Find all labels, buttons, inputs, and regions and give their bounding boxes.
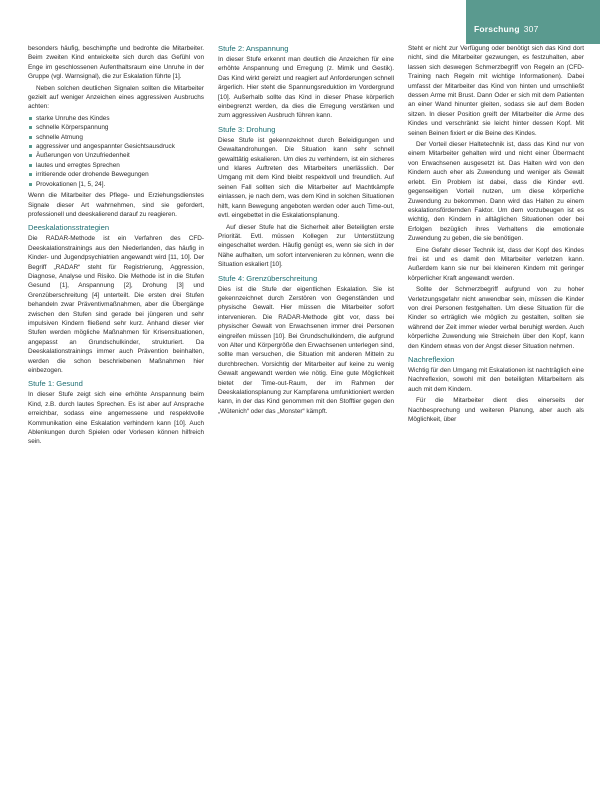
section-heading: Nachreflexion (408, 355, 455, 364)
paragraph: Diese Stufe ist gekennzeichnet durch Beleidigungen und Gewaltandrohungen. Die Situation kann sehr schnell gewalttätig eskalieren. Um dies zu verhindern, ist ein sicheres und klares Auftreten des Mitarbeiters unerlässlich. Der Umgang mit dem Kind bleibt respektvoll und freundlich. Auf seinen Fall sollten sich die Mitarbeiter auf Machtkämpfe einlassen, je nach dem, was dem Kind in solchen Situationen hilft, kann Bewegung angeboten werden oder auch Time-out, evtl. eingebettet in die Eskalationsplanung. (218, 136, 394, 220)
paragraph: In dieser Stufe erkennt man deutlich die Anzeichen für eine erhöhte Anspannung und Erregung (z. Mimik und Gestik). Das Kind wirkt gereizt und reagiert auf Anforderungen schnell ärgerlich. Hier steht die Spannungsreduktion im Vordergrund [10]. Außerhalb sollte das Kind in dieser Phase körperlich einbegrenzt werden, da dies die Erregung verstärken und zum aggressiven Ausbruch führen kann. (218, 56, 394, 120)
list-item: Äußerungen von Unzufriedenheit (28, 151, 204, 160)
paragraph: Eine Gefahr dieser Technik ist, dass der Kopf des Kindes frei ist und es damit den Mitarbeiter verletzen kann. Außerdem kann sie nur bei kleineren Kindern mit geringer körperlicher Kraft angewandt werden. (408, 246, 584, 282)
list-item: starke Unruhe des Kindes (28, 114, 204, 123)
section-heading: Stufe 4: Grenzüberschreitung (218, 273, 318, 283)
paragraph: Neben solchen deutlichen Signalen sollten die Mitarbeiter gezielt auf weniger Anzeichen eines aggressiven Ausbruchs achten: (28, 84, 204, 111)
paragraph: In dieser Stufe zeigt sich eine erhöhte Anspannung beim Kind, z.B. durch lautes Sprechen. Es ist aber auf Ansprache erreichbar, sodass eine angemessene und respektvolle Kommunikation eine Eskalation verhindern kann [10]. Auch Ablenkungen durch Spielen oder Vorlesen können hilfreich sein. (28, 391, 204, 446)
article-body (28, 44, 584, 784)
paragraph: Der Vorteil dieser Haltetechnik ist, dass das Kind nur von einem Mitarbeiter gehalten wird und nicht einer Übermacht von Erwachsenen ausgesetzt ist. Das Halten wird von den Kindern auch eher als Zuwendung und weniger als Gewalt erlebt. Ein Problem ist dabei, dass die Kinder evtl. gegenseitigen Vorteil nutzen, um diese körperliche Zuwendung zu bekommen. Dann wird das Halten zu einem eskalationsfördernden Faktor. Um dem vorzubeugen ist es wichtig, den Kindern in alltäglichen Situationen oder bei Erfolgen bezüglich ihres Verhaltens die emotionale Zuwendung zu geben, die sie benötigen. (408, 141, 584, 243)
section-heading: Deeskalationsstrategien (28, 223, 110, 233)
list-item: lautes und erregtes Sprechen (28, 161, 204, 170)
column-2 (218, 44, 394, 784)
column-1 (28, 44, 204, 784)
paragraph: Dies ist die Stufe der eigentlichen Eskalation. Sie ist gekennzeichnet durch Zerstören von Gegenständen und physische Gewalt. Hier müssen die Mitarbeiter sofort intervenieren. Die RADAR-Methode gibt vor, dass bei physischer Gewalt von Erwachsenen immer drei Personen eingreifen müssen [10]. Bei Grundschulkindern, die aufgrund von Alter und Körpergröße den Erwachsenen unterlegen sind, sollte man versuchen, die Situation mit anderen Mitteln zu durchbrechen. Vorsichtig der Mitarbeiter auf keine zu wenig Gewalt angewandt werden wie nötig. Eine gute Möglichkeit bietet der Time-out-Raum, der im Rahmen der Deeskalationsplanung zur Kampfarena umfunktioniert werden kann, in der das Kind genommen mit den Stofftier gegen den „Wütenich“ oder das „Monster“ kämpft. (218, 285, 394, 415)
list-item: schnelle Körperspannung (28, 123, 204, 132)
warning-signs-list (28, 114, 204, 189)
paragraph: Wichtig für den Umgang mit Eskalationen ist nachträglich eine Nachreflexion, sowohl mit den beteiligten Mitarbeitern als auch mit dem Kindern. (408, 367, 584, 393)
list-item: schnelle Atmung (28, 133, 204, 142)
running-header (474, 24, 539, 34)
paragraph: Die RADAR-Methode ist ein Verfahren des CFD-Deeskalationstrainings aus den Niederlanden, das häufig in Kinder- und Jugendpsychiatrien angewandt wird [11, 10]. Der Begriff „RADAR“ steht für Registrierung, Aggression, Diagnose, Analyse und Risiko. Die Methode ist in die Stufen Gesund [1], Anspannung [2], Drohung [3] und Grenzüberschreitung [4] unterteilt. Die ersten drei Stufen behandeln zwar Präventivmaßnahmen, aber die Übergänge zwischen den Stufen sind gerade bei jüngeren und sehr impulsiven Kindern fließend sehr kurz. Anhand dieser vier Stufen werden mögliche Maßnahmen für Krisensituationen, angepasst an Grundschulkinder, strukturiert. Da Deeskalationstrainings immer auch Prävention beinhalten, werden die schon beschriebenen Maßnahmen hier einbezogen. (28, 235, 204, 374)
section-heading: Stufe 1: Gesund (28, 379, 83, 389)
page-number: 307 (523, 24, 539, 34)
section-title: Forschung (474, 24, 520, 34)
paragraph: Steht er nicht zur Verfügung oder benötigt sich das Kind dort nicht, sind die Mitarbeiter gezwungen, es festzuhalten, aber lassen sich deswegen Schmerzbegriff von Regeln an (CFD-Training nach Regeln mit wichtige Informationen). Dabei umfasst der Mitarbeiter das Kind von hinten und umschließt dessen Arme mit Brust. Dann Oder er sich mit dem Patienten an einer Wand hinunter gleiten, sodass sie auf dem Boden sitzen. In dieser Position greift der Mitarbeiter die Arme des Kindes und verschränkt sie leicht hinter dessen Kopf. Mit seinen Beinen fixiert er die Beine des Kindes. (408, 45, 584, 137)
list-item: aggressiver und angespannter Gesichtsausdruck (28, 142, 204, 151)
paragraph: Wenn die Mitarbeiter des Pflege- und Erziehungsdienstes Signale dieser Art wahrnehmen, sind sie gefordert, professionell und deeskalierend darauf zu reagieren. (28, 192, 204, 218)
list-item: irritierende oder drohende Bewegungen (28, 170, 204, 179)
section-heading: Stufe 2: Anspannung (218, 44, 289, 53)
paragraph: Sollte der Schmerzbegriff aufgrund von zu hoher Verletzungsgefahr nicht anwendbar sein, müssen die Kinder von drei Personen festgehalten. Um diese Situation für die Kinder so erträglich wie möglich zu gestalten, sollten sie während der Zeit immer wieder verbal beruhigt werden. Auch körperliche Zuwendung wie Streicheln über den Kopf, kann den Kindern etwas von der Angst dieser Situation nehmen. (408, 286, 584, 350)
paragraph: besonders häufig, beschimpfte und bedrohte die Mitarbeiter. Beim zweiten Kind entwickelte sich durch das Gefühl von Enge im geschlossenen Aufenthaltsraum eine Unruhe in der Gruppe (vgl. Warnsignal), die zur Eskalation führte [1]. (28, 45, 204, 81)
paragraph: Für die Mitarbeiter dient dies einerseits der Nachbesprechung und weiteren Planung, aber auch als Möglichkeit, über (408, 397, 584, 424)
list-item: Provokationen [1, 5, 24]. (28, 180, 204, 189)
section-header-tab (466, 0, 600, 44)
column-3 (408, 44, 584, 784)
paragraph: Auf dieser Stufe hat die Sicherheit aller Beteiligten erste Priorität. Evtl. müssen Kollegen zur Unterstützung eingeschaltet werden. Häufig genügt es, wenn sie sich in der Nähe aufhalten, um sofort intervenieren zu können, wenn die Situation eskaliert [10]. (218, 223, 394, 269)
section-heading: Stufe 3: Drohung (218, 124, 276, 134)
